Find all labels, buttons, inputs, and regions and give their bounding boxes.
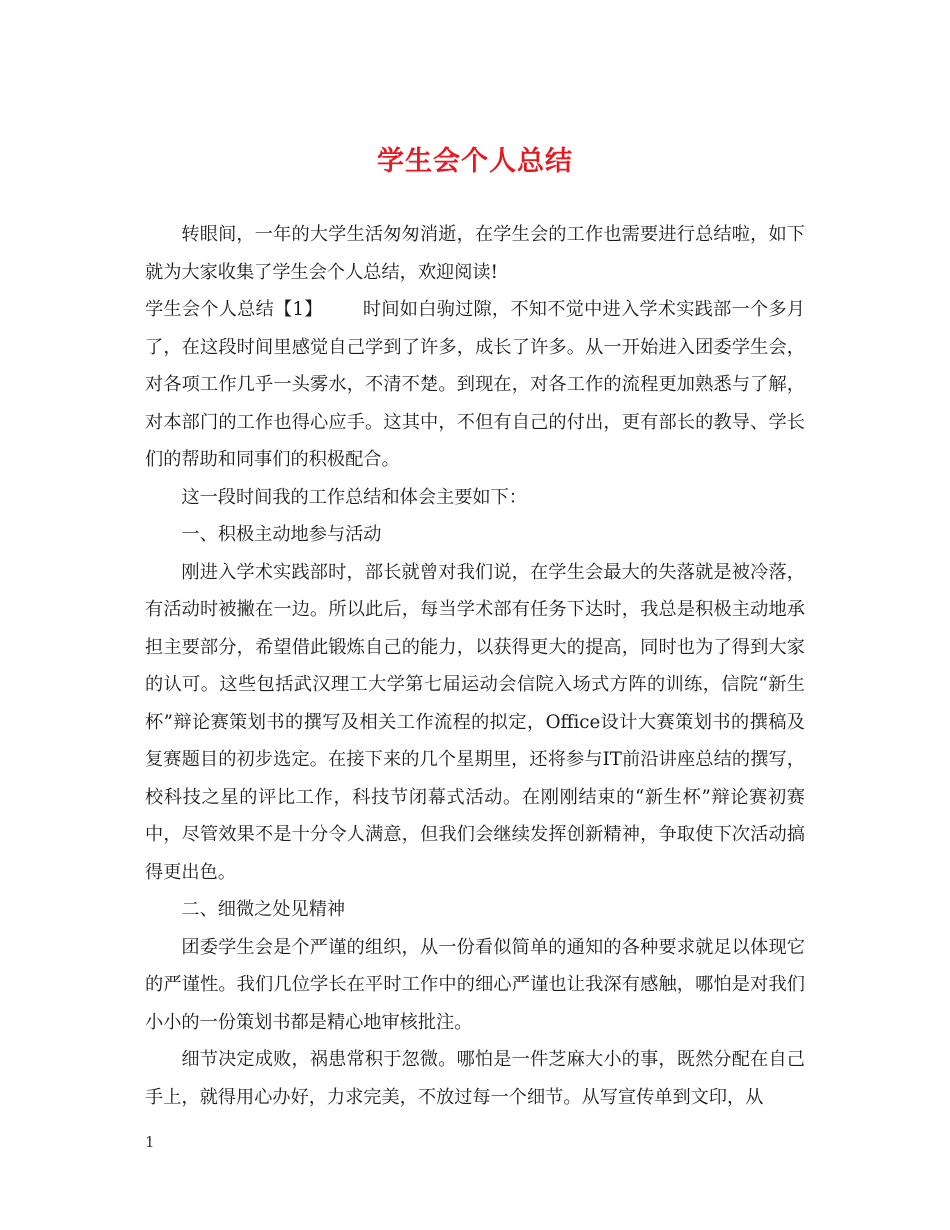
section-2-paragraph-2: 细节决定成败，祸患常积于忽微。哪怕是一件芝麻大小的事，既然分配在自己手上，就得用心办好，力求完美，不放过每一个细节。从写宣传单到文印，从 bbox=[145, 1049, 805, 1108]
section-heading-2: 二、细微之处见精神 bbox=[181, 899, 346, 920]
document-body bbox=[145, 216, 805, 1116]
summary-paragraph bbox=[145, 291, 805, 479]
summary-text: 时间如白驹过隙，不知不觉中进入学术实践部一个多月了，在这段时间里感觉自己学到了许多，成长了许多。从一开始进入团委学生会，对各项工作几乎一头雾水，不清不楚。到现在，对各工作的流程更加熟悉与了解，对本部门的工作也得心应手。这其中，不但有自己的付出，更有部长的教导、学长们的帮助和同事们的积极配合。 bbox=[145, 299, 805, 470]
document-title: 学生会个人总结 bbox=[377, 146, 573, 177]
section-heading-1: 一、积极主动地参与活动 bbox=[181, 524, 382, 545]
intro-paragraph: 转眼间，一年的大学生活匆匆消逝，在学生会的工作也需要进行总结啦，如下就为大家收集了学生会个人总结，欢迎阅读! bbox=[145, 224, 805, 283]
page-number: 1 bbox=[145, 1133, 155, 1151]
section-1-paragraph: 刚进入学术实践部时，部长就曾对我们说，在学生会最大的失落就是被冷落，有活动时被撇在一边。所以此后，每当学术部有任务下达时，我总是积极主动地承担主要部分，希望借此锻炼自己的能力，以获得更大的提高，同时也为了得到大家的认可。这些包括武汉理工大学第七届运动会信院入场式方阵的训练，信院“新生杯”辩论赛策划书的撰写及相关工作流程的拟定，Office设计大赛策划书的撰稿及复赛题目的初步选定。在接下来的几个星期里，还将参与IT前沿讲座总结的撰写，校科技之星的评比工作，科技节闭幕式活动。在刚刚结束的“新生杯”辩论赛初赛中，尽管效果不是十分令人满意，但我们会继续发挥创新精神，争取使下次活动搞得更出色。 bbox=[145, 561, 805, 883]
overview-paragraph: 这一段时间我的工作总结和体会主要如下： bbox=[181, 486, 527, 508]
summary-label: 学生会个人总结【1】 bbox=[145, 299, 323, 320]
section-2-paragraph-1: 团委学生会是个严谨的组织，从一份看似简单的通知的各种要求就足以体现它的严谨性。我们几位学长在平时工作中的细心严谨也让我深有感触，哪怕是对我们小小的一份策划书都是精心地审核批注。 bbox=[145, 936, 805, 1033]
